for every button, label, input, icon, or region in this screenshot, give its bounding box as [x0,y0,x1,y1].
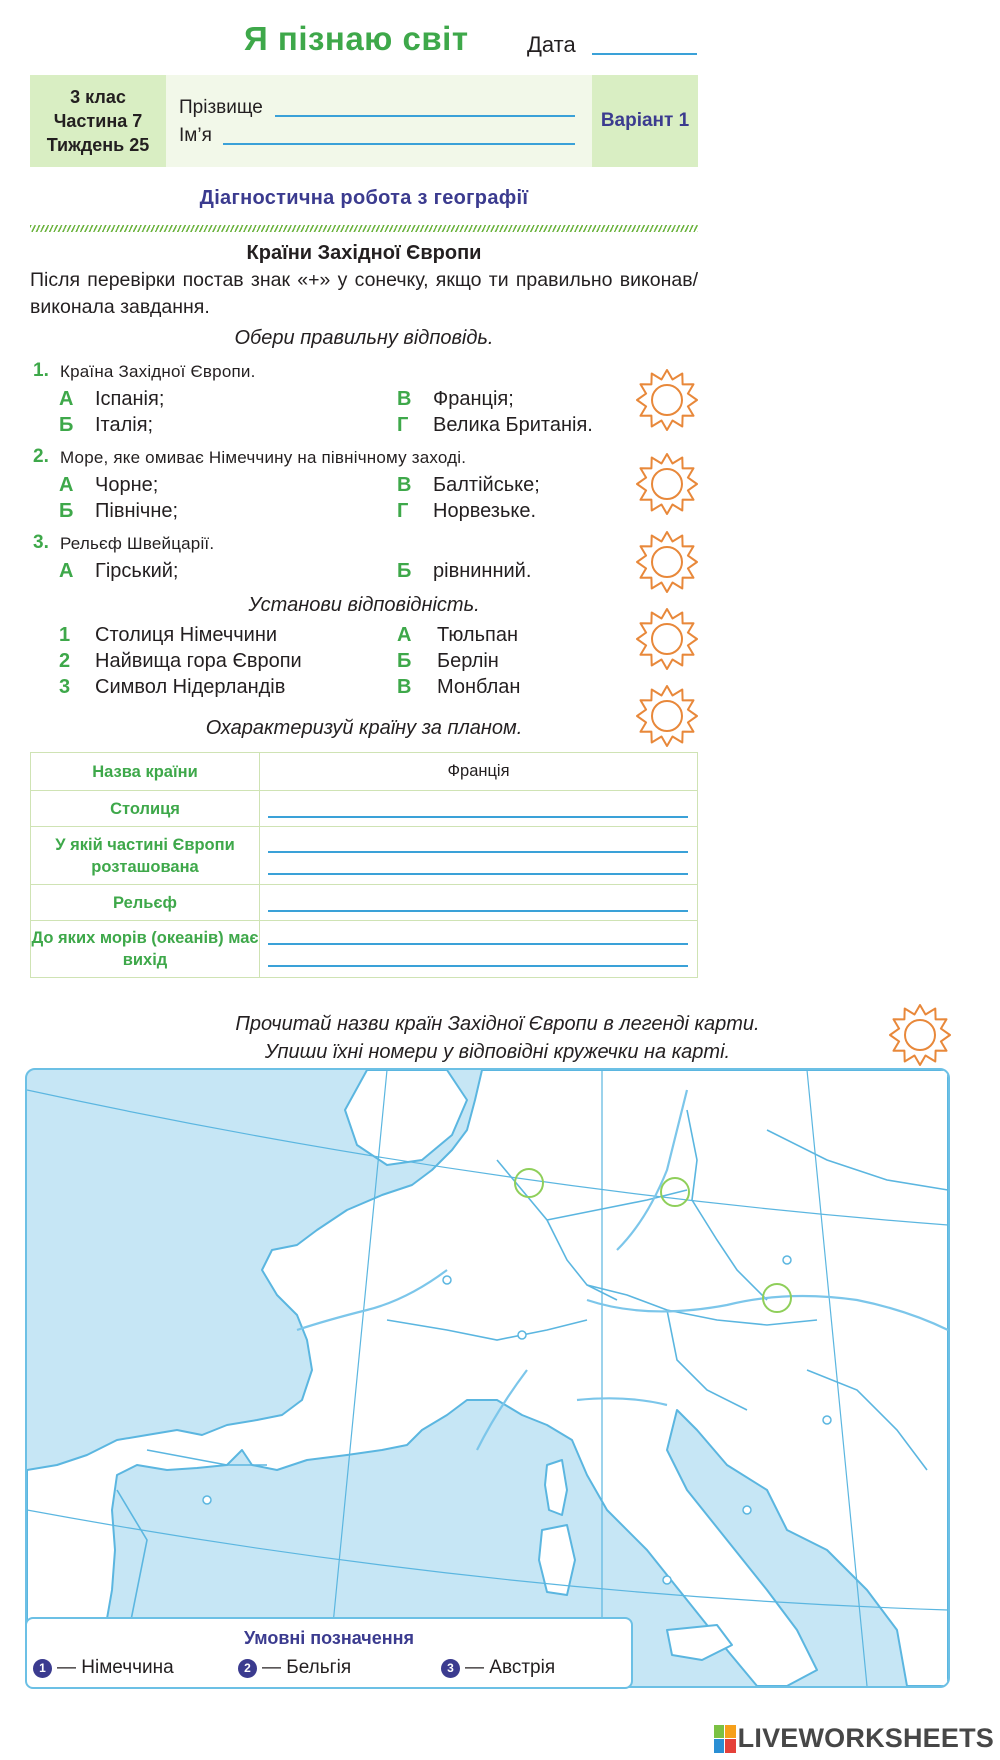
q2-option-a-text[interactable]: Чорне; [95,474,159,496]
legend-title: Умовні позначення [243,1628,415,1648]
row-label-seas: До яких морів (океанів) має вихід [31,921,260,977]
q1-option-g-text[interactable]: Велика Британія. [433,414,593,436]
hatched-divider [30,225,698,232]
liveworksheets-watermark [714,1723,994,1754]
q3-option-a-text[interactable]: Гірський; [95,560,179,582]
city-dot [203,1496,211,1504]
question-3-text: Рельєф Швейцарії. [60,534,215,553]
surname-label: Прізвище [179,97,263,118]
legend-number-3: 3 [441,1659,460,1678]
question-2-text: Море, яке омиває Німеччину на північному заході. [60,448,467,467]
q1-option-g-letter[interactable]: Г [397,414,409,436]
map-western-europe [25,1068,950,1688]
section-choose-heading: Обери правильну відповідь. [234,327,494,349]
q2-option-a-letter[interactable]: А [59,474,74,496]
question-1-number: 1. [33,360,49,381]
match-left-3-text[interactable]: Символ Нідерландів [95,676,286,698]
date-field[interactable] [592,53,697,55]
continent-land [27,1070,948,1686]
q1-option-b-text[interactable]: Італія; [95,414,154,436]
q3-option-a-letter[interactable]: А [59,560,74,582]
section-plan-heading: Охарактеризуй країну за планом. [205,717,523,739]
row-label-relief: Рельєф [31,885,260,920]
week-label: Тиждень 25 [46,135,150,155]
legend-item-3 [441,1657,555,1679]
q2-option-b-letter[interactable]: Б [59,500,74,522]
match-right-v-letter: В [397,676,412,698]
table-row [31,827,697,885]
corsica-land [545,1460,567,1515]
liveworksheets-logo-icon [714,1725,736,1753]
match-left-3-number: 3 [59,676,71,698]
table-row [31,791,697,827]
match-left-1-text[interactable]: Столиця Німеччини [95,624,278,646]
location-answer-line-1[interactable] [268,851,688,853]
map-instruction-1: Прочитай назви країн Західної Європи в легенді карти. [235,1013,760,1035]
match-right-b-text[interactable]: Берлін [437,650,499,672]
sun-check-icon-2[interactable] [635,452,699,516]
city-dot [663,1576,671,1584]
britain-land [345,1070,467,1165]
row-label-capital: Столиця [31,791,260,826]
q2-option-g-letter[interactable]: Г [397,500,409,522]
sun-check-icon-1[interactable] [635,368,699,432]
question-2-number: 2. [33,446,49,467]
match-right-v-text[interactable]: Монблан [437,676,521,698]
legend-text-3: — Австрія [465,1657,556,1678]
legend-number-2: 2 [238,1659,257,1678]
sun-check-icon-3[interactable] [635,530,699,594]
row-label-country-name: Назва країни [31,753,260,790]
watermark-text: LIVEWORKSHEETS [737,1723,994,1753]
topic-title: Країни Західної Європи [246,242,482,264]
q3-option-b-text[interactable]: рівнинний. [433,560,532,582]
capital-answer-line[interactable] [268,816,688,818]
grade-info [30,75,166,167]
student-info-band [30,75,698,167]
seas-answer-line-2[interactable] [268,965,688,967]
surname-field[interactable] [275,115,575,117]
date-label: Дата [527,32,576,57]
q2-option-v-text[interactable]: Балтійське; [433,474,540,496]
city-dot [783,1256,791,1264]
sun-check-icon-5[interactable] [635,684,699,748]
match-left-2-number: 2 [59,650,71,672]
q2-option-b-text[interactable]: Північне; [95,500,179,522]
row-label-location: У якій частині Європи розташована [31,827,260,884]
country-name-value: Франція [447,762,510,780]
table-row [31,885,697,921]
q1-option-v-letter[interactable]: В [397,388,412,410]
question-3-number: 3. [33,532,49,553]
q1-option-a-text[interactable]: Іспанія; [95,388,165,410]
subject-title: Діагностична робота з географії [199,187,529,209]
match-right-b-letter: Б [397,650,412,672]
sun-check-icon-4[interactable] [635,607,699,671]
page-title: Я пізнаю світ [244,20,469,57]
q1-option-a-letter[interactable]: А [59,388,74,410]
q1-option-v-text[interactable]: Франція; [433,388,514,410]
variant-label: Варіант 1 [592,75,698,167]
match-right-a-text[interactable]: Тюльпан [437,624,518,646]
map-legend [25,1617,633,1689]
part-label: Частина 7 [53,111,143,131]
country-plan-table [30,752,698,978]
city-dot [823,1416,831,1424]
name-label: Ім’я [179,125,212,146]
legend-item-2 [238,1657,351,1679]
relief-answer-line[interactable] [268,910,688,912]
match-right-a-letter: А [397,624,412,646]
city-dot [443,1276,451,1284]
legend-number-1: 1 [33,1659,52,1678]
table-row [31,753,697,791]
match-left-2-text[interactable]: Найвища гора Європи [95,650,302,672]
legend-text-2: — Бельгія [262,1657,352,1678]
map-instruction-2: Упиши їхні номери у відповідні кружечки на карті. [264,1041,731,1063]
intro-text: Після перевірки постав знак «+» у сонечку, якщо ти правильно виконав/виконала завдання. [30,269,698,318]
table-row [31,921,697,977]
q3-option-b-letter[interactable]: Б [397,560,412,582]
legend-item-1 [33,1657,174,1679]
q1-option-b-letter[interactable]: Б [59,414,74,436]
match-left-1-number: 1 [59,624,71,646]
grade-label: 3 клас [70,87,126,107]
q2-option-v-letter[interactable]: В [397,474,412,496]
city-dot [518,1331,526,1339]
name-field[interactable] [223,143,575,145]
section-match-heading: Установи відповідність. [248,594,480,616]
legend-text-1: — Німеччина [57,1657,174,1678]
name-fields [166,75,592,167]
seas-answer-line-1[interactable] [268,943,688,945]
location-answer-line-2[interactable] [268,873,688,875]
map-drawing [27,1070,948,1686]
city-dot [743,1506,751,1514]
question-1-text: Країна Західної Європи. [60,362,256,381]
q2-option-g-text[interactable]: Норвезьке. [433,500,537,522]
